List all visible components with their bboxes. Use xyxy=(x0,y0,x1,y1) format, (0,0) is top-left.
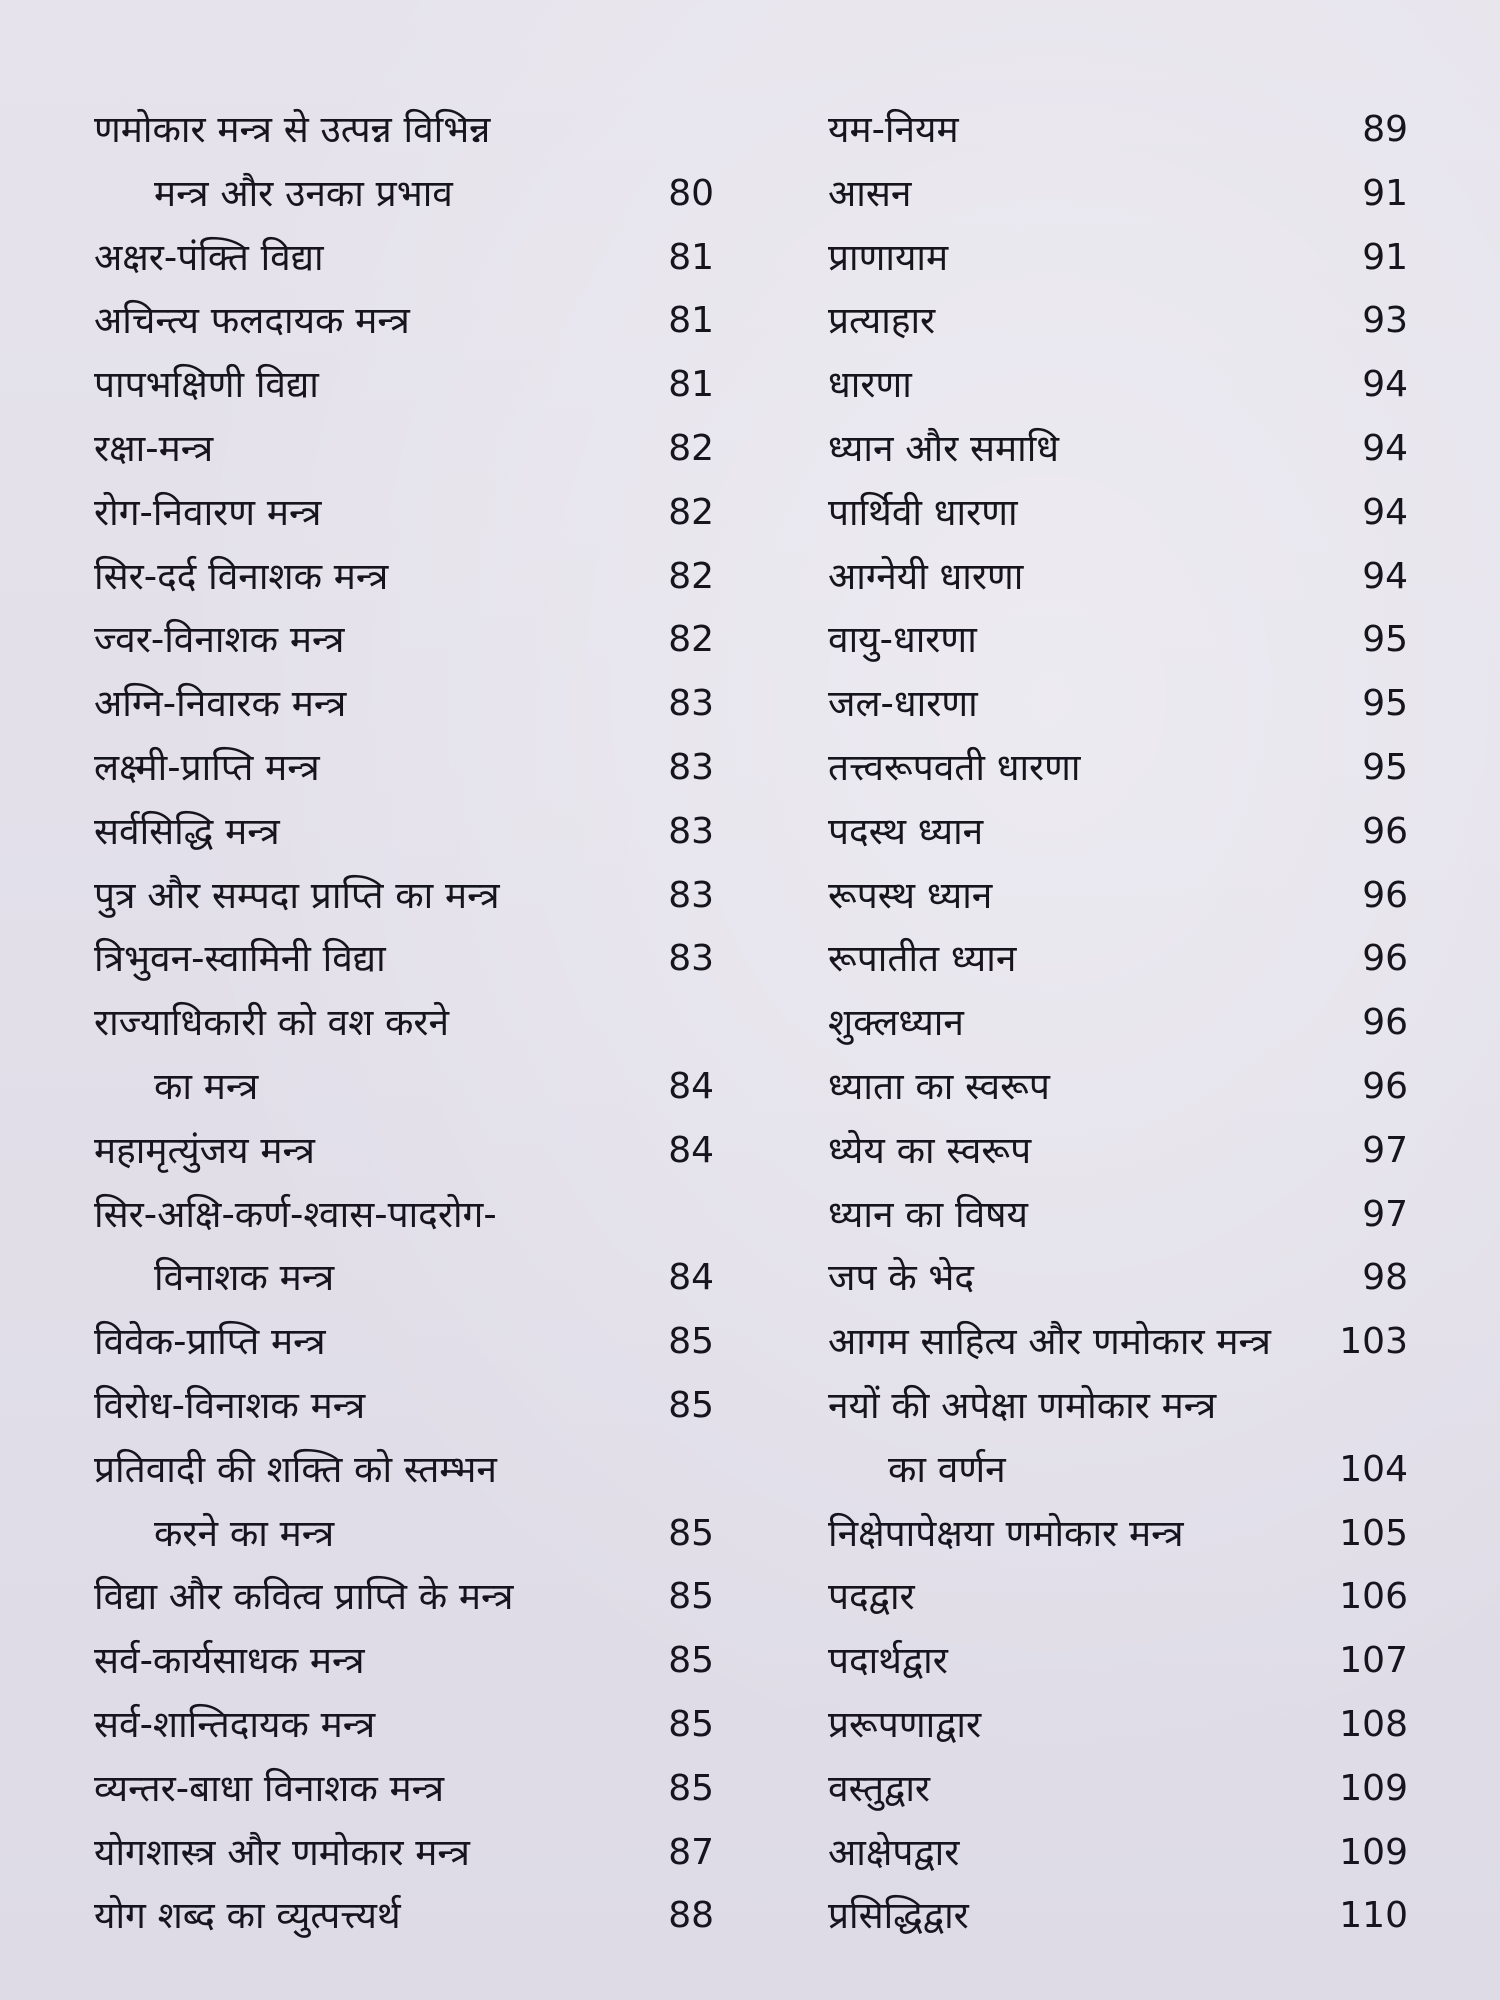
toc-entry-line xyxy=(94,1246,714,1310)
toc-page-number: 84 xyxy=(668,1129,714,1171)
toc-page-number: 96 xyxy=(1362,874,1408,916)
toc-entry xyxy=(94,1884,714,1948)
toc-entry xyxy=(94,1565,714,1629)
toc-page-number: 82 xyxy=(668,427,714,469)
toc-entry-title: सर्व-कार्यसाधक मन्त्र xyxy=(94,1639,365,1683)
toc-entry-title: विवेक-प्राप्ति मन्त्र xyxy=(94,1320,326,1364)
toc-right-column xyxy=(828,98,1408,1948)
toc-page-number: 82 xyxy=(668,491,714,533)
toc-entry-title: प्रसिद्धिद्वार xyxy=(828,1894,969,1938)
toc-page-number: 96 xyxy=(1362,810,1408,852)
toc-entry-title: प्रत्याहार xyxy=(828,299,936,343)
toc-entry-title: णमोकार मन्त्र से उत्पन्न विभिन्न xyxy=(94,108,491,151)
toc-entry-title: करने का मन्त्र xyxy=(154,1511,335,1555)
toc-entry-line xyxy=(94,800,714,864)
toc-entry xyxy=(94,672,714,736)
toc-page-number: 80 xyxy=(668,172,714,214)
toc-page-number: 85 xyxy=(668,1703,714,1745)
toc-entry-line xyxy=(94,864,714,928)
toc-entry-line xyxy=(94,1693,714,1757)
toc-entry xyxy=(828,481,1408,545)
toc-entry xyxy=(94,1757,714,1821)
toc-entry-line xyxy=(94,98,714,162)
toc-entry xyxy=(94,991,714,1119)
toc-entry xyxy=(828,353,1408,417)
toc-entry-line xyxy=(828,226,1408,290)
toc-page-number: 105 xyxy=(1339,1512,1408,1554)
toc-page-number: 94 xyxy=(1362,427,1408,469)
toc-entry xyxy=(828,736,1408,800)
toc-page-number: 97 xyxy=(1362,1193,1408,1235)
toc-entry-line xyxy=(94,1374,714,1438)
toc-entry-line xyxy=(828,800,1408,864)
toc-entry-title: विनाशक मन्त्र xyxy=(154,1256,335,1300)
toc-entry-line xyxy=(828,1055,1408,1119)
toc-entry-line xyxy=(94,1565,714,1629)
toc-entry-line xyxy=(828,1884,1408,1948)
toc-entry-line xyxy=(828,1502,1408,1566)
toc-entry xyxy=(94,1821,714,1885)
toc-page-number: 85 xyxy=(668,1640,714,1682)
toc-entry-title: जप के भेद xyxy=(828,1256,975,1300)
toc-entry-title: रोग-निवारण मन्त्र xyxy=(94,490,322,534)
toc-page-number: 91 xyxy=(1362,236,1408,278)
toc-entry xyxy=(94,608,714,672)
toc-entry-title: लक्ष्मी-प्राप्ति मन्त्र xyxy=(94,745,320,789)
toc-entry-line xyxy=(828,545,1408,609)
toc-entry xyxy=(828,800,1408,864)
toc-page-number: 87 xyxy=(668,1831,714,1873)
toc-entry xyxy=(828,1884,1408,1948)
toc-entry xyxy=(94,1693,714,1757)
toc-entry-title: ध्यान और समाधि xyxy=(828,426,1060,470)
toc-entry-line xyxy=(94,672,714,736)
toc-entry-line xyxy=(94,1119,714,1183)
toc-page-number: 103 xyxy=(1339,1321,1408,1363)
toc-page-number: 85 xyxy=(668,1384,714,1426)
toc-page-number: 109 xyxy=(1339,1767,1408,1809)
toc-entry-line xyxy=(94,353,714,417)
toc-entry xyxy=(828,417,1408,481)
toc-entry-line xyxy=(828,1310,1408,1374)
toc-page-number: 82 xyxy=(668,619,714,661)
toc-entry-line xyxy=(828,864,1408,928)
toc-entry xyxy=(828,1246,1408,1310)
toc-entry-line xyxy=(94,608,714,672)
toc-page-number: 83 xyxy=(668,810,714,852)
toc-entry xyxy=(828,927,1408,991)
toc-entry-line xyxy=(94,991,714,1055)
toc-entry-title: नयों की अपेक्षा णमोकार मन्त्र xyxy=(828,1383,1217,1427)
toc-page-number: 98 xyxy=(1362,1257,1408,1299)
toc-page-number: 81 xyxy=(668,236,714,278)
toc-entry-line xyxy=(94,1757,714,1821)
toc-page-number: 84 xyxy=(668,1257,714,1299)
toc-entry-title: आग्नेयी धारणा xyxy=(828,554,1024,598)
toc-entry xyxy=(94,98,714,226)
toc-entry-title: पार्थिवी धारणा xyxy=(828,490,1018,534)
toc-entry xyxy=(828,226,1408,290)
toc-entry-title: रक्षा-मन्त्र xyxy=(94,426,214,470)
toc-entry-title: आसन xyxy=(828,171,912,215)
toc-entry-title: आगम साहित्य और णमोकार मन्त्र xyxy=(828,1320,1271,1364)
toc-page-number: 96 xyxy=(1362,1065,1408,1107)
toc-entry xyxy=(94,1310,714,1374)
toc-entry-line xyxy=(94,1310,714,1374)
toc-entry xyxy=(828,1183,1408,1247)
toc-entry-line xyxy=(94,1884,714,1948)
toc-entry-title: पदार्थद्वार xyxy=(828,1639,948,1683)
toc-entry-line xyxy=(828,1183,1408,1247)
toc-entry-line xyxy=(828,608,1408,672)
toc-entry-title: सिर-अक्षि-कर्ण-श्वास-पादरोग- xyxy=(94,1192,497,1236)
toc-entry-title: निक्षेपापेक्षया णमोकार मन्त्र xyxy=(828,1511,1184,1555)
toc-page-number: 94 xyxy=(1362,555,1408,597)
toc-page-number: 85 xyxy=(668,1576,714,1618)
toc-entry-line xyxy=(94,289,714,353)
toc-entry-title: का वर्णन xyxy=(888,1447,1006,1491)
toc-entry-line xyxy=(828,1821,1408,1885)
toc-page-number: 94 xyxy=(1362,491,1408,533)
toc-entry-line xyxy=(94,927,714,991)
toc-entry-title: यम-नियम xyxy=(828,108,959,151)
toc-entry-line xyxy=(828,481,1408,545)
toc-entry-title: वायु-धारणा xyxy=(828,618,977,662)
toc-entry xyxy=(828,1629,1408,1693)
toc-entry xyxy=(94,1119,714,1183)
toc-entry-line xyxy=(94,481,714,545)
toc-page-number: 106 xyxy=(1339,1576,1408,1618)
toc-entry-line xyxy=(828,991,1408,1055)
toc-entry xyxy=(828,672,1408,736)
toc-entry-line xyxy=(828,1629,1408,1693)
toc-entry xyxy=(94,226,714,290)
toc-entry-title: जल-धारणा xyxy=(828,682,978,726)
toc-entry-title: अक्षर-पंक्ति विद्या xyxy=(94,235,324,279)
toc-entry-line xyxy=(94,545,714,609)
toc-page-number: 85 xyxy=(668,1767,714,1809)
toc-entry-title: विद्या और कवित्व प्राप्ति के मन्त्र xyxy=(94,1575,514,1619)
toc-entry-title: वस्तुद्वार xyxy=(828,1766,931,1810)
toc-entry xyxy=(94,481,714,545)
toc-entry xyxy=(828,1055,1408,1119)
toc-entry-line xyxy=(828,162,1408,226)
toc-entry-title: पापभक्षिणी विद्या xyxy=(94,363,319,407)
toc-entry-title: राज्याधिकारी को वश करने xyxy=(94,1001,450,1045)
toc-entry xyxy=(94,1438,714,1566)
toc-page-number: 84 xyxy=(668,1065,714,1107)
toc-page-number: 91 xyxy=(1362,172,1408,214)
toc-entry-title: धारणा xyxy=(828,363,912,407)
toc-entry-title: प्ररूपणाद्वार xyxy=(828,1702,982,1746)
toc-page-number: 110 xyxy=(1339,1895,1408,1937)
toc-entry-line xyxy=(828,1246,1408,1310)
toc-entry xyxy=(94,417,714,481)
toc-entry xyxy=(828,1374,1408,1502)
toc-entry-line xyxy=(94,1502,714,1566)
toc-entry-line xyxy=(828,1374,1408,1438)
toc-entry xyxy=(94,927,714,991)
toc-entry xyxy=(94,1629,714,1693)
toc-entry-title: योग शब्द का व्युत्पत्त्यर्थ xyxy=(94,1894,401,1938)
toc-page-number: 95 xyxy=(1362,619,1408,661)
toc-entry-title: प्रतिवादी की शक्ति को स्तम्भन xyxy=(94,1447,497,1491)
toc-entry-line xyxy=(828,927,1408,991)
toc-entry-line xyxy=(828,1693,1408,1757)
toc-entry xyxy=(828,991,1408,1055)
toc-entry-title: तत्त्वरूपवती धारणा xyxy=(828,745,1081,789)
toc-entry-title: महामृत्युंजय मन्त्र xyxy=(94,1128,315,1172)
toc-page-number: 107 xyxy=(1339,1640,1408,1682)
toc-entry xyxy=(828,98,1408,162)
toc-entry-line xyxy=(828,672,1408,736)
toc-left-column xyxy=(94,98,714,1948)
toc-entry-title: ध्यान का विषय xyxy=(828,1192,1029,1236)
toc-entry xyxy=(828,1565,1408,1629)
toc-entry-line xyxy=(828,417,1408,481)
toc-page-number: 89 xyxy=(1362,109,1408,150)
toc-entry-line xyxy=(94,226,714,290)
toc-entry xyxy=(94,800,714,864)
toc-entry-line xyxy=(94,736,714,800)
toc-page-number: 83 xyxy=(668,874,714,916)
toc-entry-title: अचिन्त्य फलदायक मन्त्र xyxy=(94,299,410,343)
toc-page-number: 109 xyxy=(1339,1831,1408,1873)
toc-entry-title: का मन्त्र xyxy=(154,1064,259,1108)
toc-entry xyxy=(828,1310,1408,1374)
toc-entry-title: सर्व-शान्तिदायक मन्त्र xyxy=(94,1702,376,1746)
toc-entry xyxy=(828,1693,1408,1757)
toc-entry xyxy=(94,545,714,609)
toc-page-number: 104 xyxy=(1339,1448,1408,1490)
toc-entry-line xyxy=(828,98,1408,162)
toc-entry-title: प्राणायाम xyxy=(828,235,949,279)
toc-page-number: 88 xyxy=(668,1895,714,1937)
toc-page-number: 85 xyxy=(668,1321,714,1363)
toc-entry-line xyxy=(94,162,714,226)
toc-entry-title: सिर-दर्द विनाशक मन्त्र xyxy=(94,554,389,598)
toc-entry-line xyxy=(828,353,1408,417)
toc-page-number: 97 xyxy=(1362,1129,1408,1171)
toc-entry-line xyxy=(828,1757,1408,1821)
toc-entry-title: ज्वर-विनाशक मन्त्र xyxy=(94,618,345,662)
toc-entry-title: सर्वसिद्धि मन्त्र xyxy=(94,809,280,853)
toc-entry xyxy=(94,1374,714,1438)
toc-entry xyxy=(94,353,714,417)
toc-entry-title: मन्त्र और उनका प्रभाव xyxy=(154,171,453,215)
toc-entry-title: ध्याता का स्वरूप xyxy=(828,1064,1050,1108)
toc-entry-line xyxy=(828,289,1408,353)
toc-entry-title: रूपस्थ ध्यान xyxy=(828,873,993,917)
toc-entry-title: आक्षेपद्वार xyxy=(828,1830,960,1874)
toc-entry xyxy=(828,162,1408,226)
toc-page-number: 95 xyxy=(1362,683,1408,725)
toc-entry xyxy=(828,1821,1408,1885)
toc-page-number: 83 xyxy=(668,683,714,725)
toc-entry xyxy=(828,1502,1408,1566)
toc-entry-line xyxy=(94,1055,714,1119)
toc-page-number: 81 xyxy=(668,364,714,406)
toc-entry-line xyxy=(94,1629,714,1693)
toc-entry xyxy=(828,545,1408,609)
toc-entry-line xyxy=(94,1821,714,1885)
toc-page-number: 108 xyxy=(1339,1703,1408,1745)
toc-entry-line xyxy=(828,736,1408,800)
toc-page-number: 82 xyxy=(668,555,714,597)
toc-entry-title: पदद्वार xyxy=(828,1575,915,1619)
toc-page-number: 94 xyxy=(1362,364,1408,406)
toc-entry-title: विरोध-विनाशक मन्त्र xyxy=(94,1383,366,1427)
toc-entry-title: रूपातीत ध्यान xyxy=(828,937,1017,981)
toc-entry xyxy=(828,864,1408,928)
toc-page-number: 96 xyxy=(1362,938,1408,980)
toc-page-number: 93 xyxy=(1362,300,1408,342)
toc-entry xyxy=(828,1757,1408,1821)
toc-entry-title: अग्नि-निवारक मन्त्र xyxy=(94,682,347,726)
toc-entry-title: पुत्र और सम्पदा प्राप्ति का मन्त्र xyxy=(94,873,500,917)
toc-entry-title: त्रिभुवन-स्वामिनी विद्या xyxy=(94,937,386,981)
toc-page-number: 83 xyxy=(668,746,714,788)
toc-entry-title: शुक्लध्यान xyxy=(828,1001,964,1045)
toc-entry xyxy=(94,289,714,353)
toc-page-number: 95 xyxy=(1362,746,1408,788)
toc-page-number: 83 xyxy=(668,938,714,980)
toc-page-number: 96 xyxy=(1362,1002,1408,1044)
toc-entry-line xyxy=(828,1565,1408,1629)
toc-entry-title: ध्येय का स्वरूप xyxy=(828,1128,1032,1172)
toc-entry xyxy=(94,736,714,800)
toc-page-number: 85 xyxy=(668,1512,714,1554)
toc-entry xyxy=(828,608,1408,672)
toc-entry-line xyxy=(94,1183,714,1247)
toc-page-number: 81 xyxy=(668,300,714,342)
toc-entry xyxy=(828,1119,1408,1183)
toc-entry-title: पदस्थ ध्यान xyxy=(828,809,984,853)
toc-entry xyxy=(94,864,714,928)
toc-entry-line xyxy=(94,417,714,481)
toc-entry-title: योगशास्त्र और णमोकार मन्त्र xyxy=(94,1830,470,1874)
toc-entry-line xyxy=(828,1438,1408,1502)
toc-entry-title: व्यन्तर-बाधा विनाशक मन्त्र xyxy=(94,1766,445,1810)
toc-entry xyxy=(828,289,1408,353)
toc-entry-line xyxy=(828,1119,1408,1183)
toc-entry-line xyxy=(94,1438,714,1502)
toc-entry xyxy=(94,1183,714,1311)
